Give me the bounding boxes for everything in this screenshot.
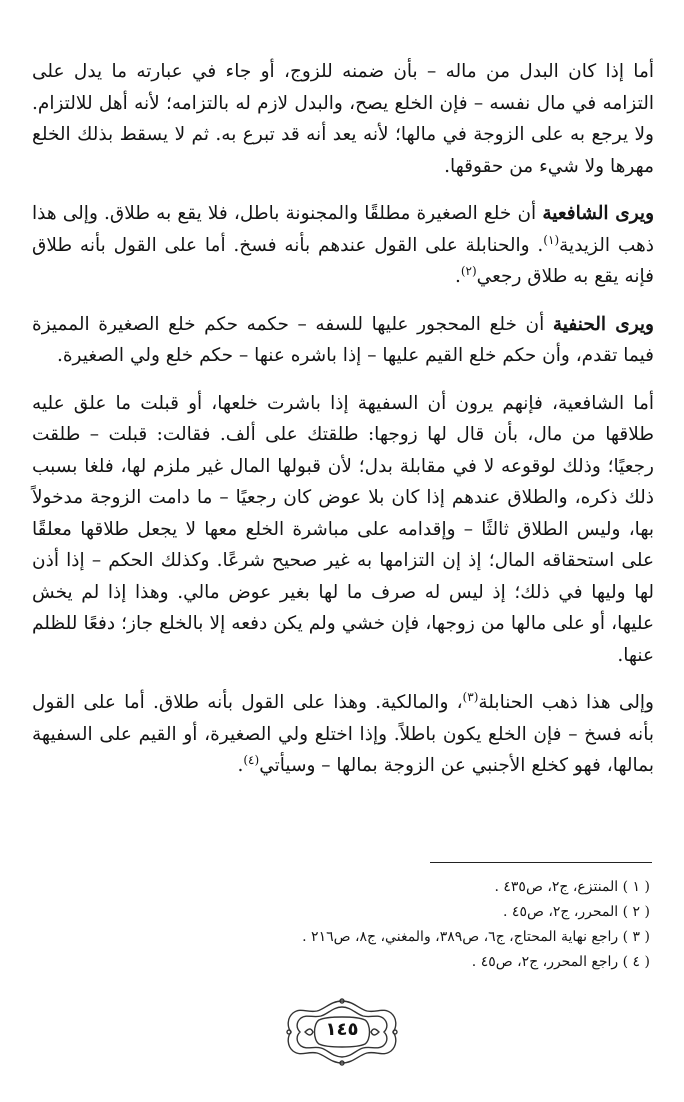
footnote-1: ( ١ ) المنتزع، ج٢، ص٤٣٥ .: [494, 879, 650, 895]
footnote-ref-1[interactable]: (١): [543, 232, 560, 247]
paragraph-1: [32, 56, 654, 182]
paragraph-5-text-b: ، والمالكية. وهذا على القول بأنه طلاق. أما على القول بأنه فسخ – فإن الخلع يكون باطلاً. وإذا اختلع ولي الصغيرة، أو القيم على السفيهة بمالها، فهو كخلع الأجنبي عن الزوجة بمالها – وسيأتي: [32, 692, 654, 776]
footnote-2: ( ٢ ) المحرر، ج٢، ص٤٥ .: [503, 904, 650, 920]
paragraph-2-text-b: . والحنابلة على القول عندهم بأنه فسخ. أما على القول بأنه طلاق فإنه يقع به طلاق رجعي: [32, 234, 654, 287]
paragraph-5: [32, 687, 654, 782]
paragraph-2-text-a: أن خلع الصغيرة مطلقًا والمجنونة باطل، فلا يقع به طلاق. وإلى هذا ذهب الزيدية: [32, 203, 654, 256]
page-number: ١٤٥: [325, 1019, 359, 1040]
page-body: [32, 56, 654, 798]
paragraph-2-lead: ويرى الشافعية: [542, 203, 655, 224]
paragraph-3: [32, 309, 654, 372]
footnote-divider: [430, 862, 652, 863]
paragraph-5-text-a: وإلى هذا ذهب الحنابلة: [478, 692, 654, 713]
paragraph-1-text: أما إذا كان البدل من ماله – بأن ضمنه للزوج، أو جاء في عبارته ما يدل على التزامه في مال نفسه – فإن الخلع يصح، والبدل لازم له بالتزامه؛ لأنه أهل للالتزام. ولا يرجع به على الزوجة في مالها؛ لأنه يعد أنه قد تبرع به. ثم لا يسقط بذلك الخلع مهرها ولا شيء من حقوقها.: [32, 61, 654, 177]
footnote-4: ( ٤ ) راجع المحرر، ج٢، ص٤٥ .: [471, 954, 650, 970]
paragraph-3-text: أن خلع المحجور عليها للسفه – حكمه حكم خلع الصغيرة المميزة فيما تقدم، وأن حكم خلع القيم عليها – إذا باشره عنها – حكم خلع ولي الصغيرة.: [32, 313, 654, 366]
paragraph-2: [32, 198, 654, 293]
paragraph-2-text-c: .: [454, 266, 461, 287]
paragraph-5-text-c: .: [237, 755, 244, 776]
paragraph-3-lead: ويرى الحنفية: [552, 313, 654, 335]
footnote-3: ( ٣ ) راجع نهاية المحتاج، ج٦، ص٣٨٩، والمغني، ج٨، ص٢١٦ .: [302, 929, 650, 945]
footnotes: [34, 875, 650, 975]
paragraph-4: [32, 388, 654, 672]
footnote-ref-4[interactable]: (٤): [243, 752, 260, 767]
paragraph-4-text: أما الشافعية، فإنهم يرون أن السفيهة إذا باشرت خلعها، أو قبلت ما علق عليه طلاقها من مال، بأن قال لها زوجها: طلقتك على ألف. فقالت: قبلت – طلقت رجعيًا؛ وذلك لوقوعه لا في مقابلة بدل؛ لأن قبولها المال غير ملزم لها، فلغا بسبب ذلك ذكره، والطلاق عندهم إذا كان بلا عوض كان رجعيًا – ما دامت الزوجة مدخولاً بها، وليس الطلاق ثالثًا – وإقدامه على مباشرة الخلع معها لا يجعل طلاقها معلقًا على استحقاقه المال؛ إذ إن التزامها به غير صحيح شرعًا. وكذلك الحكم – إذا أذن لها وليها في ذلك؛ إذ ليس له صرف ما لها بغير عوض مالي. وهذا إذا لم يخش عليها، أو على مالها من زوجها، فإن خشي ولم يكن دفعه إلا بالخلع جاز؛ دفعًا للظلم عنها.: [32, 392, 654, 666]
page-number-ornament: [283, 997, 401, 1067]
footnote-ref-3[interactable]: (٣): [462, 689, 479, 704]
footnote-ref-2[interactable]: (٢): [460, 263, 477, 278]
